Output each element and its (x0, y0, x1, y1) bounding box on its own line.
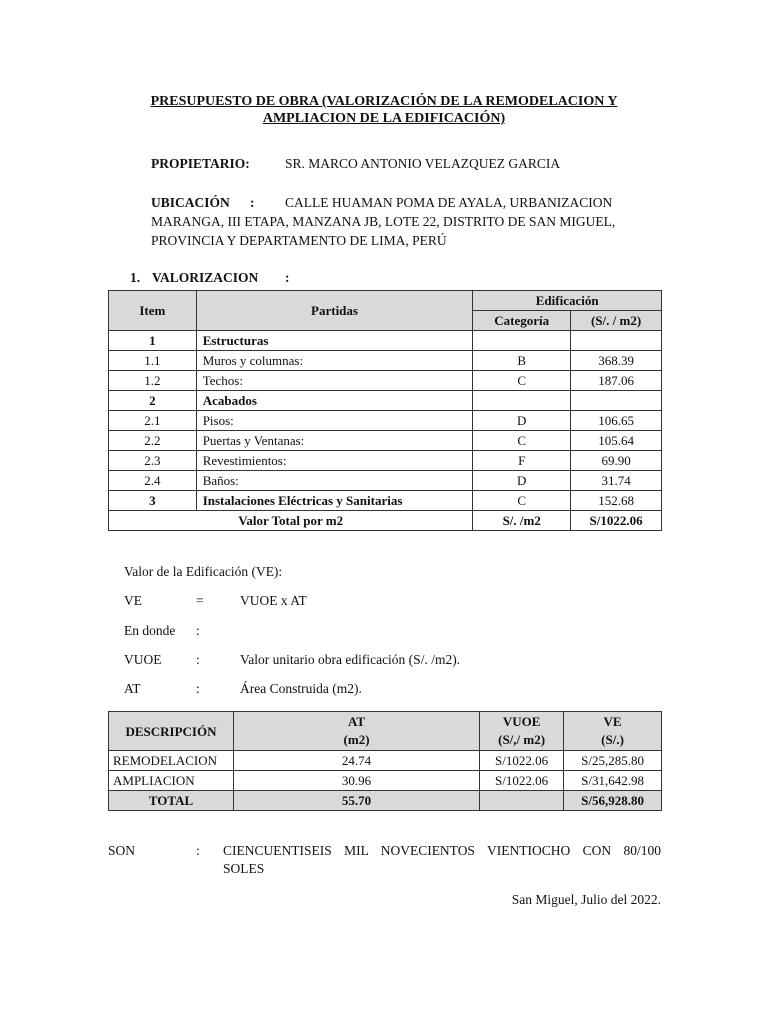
at-colon: : (196, 681, 200, 696)
header-categoria: Categoría (473, 311, 571, 331)
row-category: C (473, 431, 571, 451)
row-value (571, 391, 662, 411)
amount-in-words-line-2: SOLES (223, 861, 265, 876)
row-partida: Muros y columnas: (196, 351, 473, 371)
table-row (109, 431, 662, 451)
location-label: UBICACIÓN (151, 195, 230, 210)
owner-value: SR. MARCO ANTONIO VELAZQUEZ GARCIA (285, 156, 561, 171)
total-row (109, 511, 662, 531)
row-value: 31.74 (571, 471, 662, 491)
row-category: F (473, 451, 571, 471)
at-label: AT (124, 681, 141, 696)
row-item: 2.2 (109, 431, 197, 451)
total-row (109, 791, 662, 811)
row-value: 152.68 (571, 491, 662, 511)
header-item: Item (109, 291, 197, 331)
total-description: TOTAL (109, 791, 234, 811)
row-category (473, 391, 571, 411)
location-line-3: PROVINCIA Y DEPARTAMENTO DE LIMA, PERÚ (151, 233, 447, 248)
section-number: 1. (130, 270, 141, 285)
row-partida: Puertas y Ventanas: (196, 431, 473, 451)
row-item: 3 (109, 491, 197, 511)
title-line-2: AMPLIACION DE LA EDIFICACIÓN) (262, 111, 506, 126)
son-colon: : (196, 843, 200, 858)
header-edificacion: Edificación (473, 291, 662, 311)
row-partida: Acabados (196, 391, 473, 411)
vuoe-description: Valor unitario obra edificación (S/. /m2). (240, 652, 461, 667)
row-value: 105.64 (571, 431, 662, 451)
header-ve-label: VE (603, 714, 622, 729)
row-item: 1 (109, 331, 197, 351)
row-category: D (473, 471, 571, 491)
where-colon: : (196, 623, 200, 638)
total-ve: S/56,928.80 (564, 791, 662, 811)
row-item: 1.1 (109, 351, 197, 371)
section-colon: : (285, 270, 290, 285)
header-ve (564, 712, 662, 751)
equals-sign: = (196, 593, 204, 608)
header-at (233, 712, 479, 751)
row-description: REMODELACION (109, 751, 234, 771)
table-row (109, 771, 662, 791)
at-description: Área Construida (m2). (240, 681, 362, 696)
where-label: En donde (124, 623, 176, 638)
table-row (109, 471, 662, 491)
owner-label: PROPIETARIO: (151, 156, 250, 171)
row-category: C (473, 371, 571, 391)
table-row (109, 411, 662, 431)
title-line-1: PRESUPUESTO DE OBRA (VALORIZACIÓN DE LA REMODELACION Y (150, 94, 618, 109)
header-description: DESCRIPCIÓN (109, 712, 234, 751)
header-unit: (S/. / m2) (571, 311, 662, 331)
header-at-label: AT (347, 714, 366, 729)
row-category: D (473, 411, 571, 431)
ve-expression: VUOE x AT (240, 593, 307, 608)
row-value: 106.65 (571, 411, 662, 431)
section-label: VALORIZACION (152, 270, 259, 285)
document-title (110, 93, 658, 127)
row-item: 2.4 (109, 471, 197, 491)
row-category: C (473, 491, 571, 511)
table-row (109, 751, 662, 771)
row-partida: Pisos: (196, 411, 473, 431)
row-value: 187.06 (571, 371, 662, 391)
row-value: 69.90 (571, 451, 662, 471)
table-row (109, 371, 662, 391)
row-item: 2.3 (109, 451, 197, 471)
location-line-2: MARANGA, III ETAPA, MANZANA JB, LOTE 22, DISTRITO DE SAN MIGUEL, (151, 214, 616, 229)
formula-intro: Valor de la Edificación (VE): (124, 564, 283, 579)
row-value: 368.39 (571, 351, 662, 371)
header-partidas: Partidas (196, 291, 473, 331)
row-partida: Estructuras (196, 331, 473, 351)
son-label: SON (108, 843, 136, 858)
row-category (473, 331, 571, 351)
amount-in-words-line-1: CIENCUENTISEIS MIL NOVECIENTOS VIENTIOCHO CON 80/100 (223, 843, 661, 858)
table-row (109, 391, 662, 411)
row-value (571, 331, 662, 351)
ve-label: VE (124, 593, 142, 608)
header-vuoe (480, 712, 564, 751)
row-ve: S/31,642.98 (564, 771, 662, 791)
vuoe-colon: : (196, 652, 200, 667)
header-ve-unit: (S/.) (601, 732, 624, 747)
row-item: 2.1 (109, 411, 197, 431)
header-at-unit: (m2) (343, 732, 370, 747)
row-partida: Instalaciones Eléctricas y Sanitarias (196, 491, 473, 511)
location-line-1: CALLE HUAMAN POMA DE AYALA, URBANIZACION (285, 195, 613, 210)
row-at: 30.96 (233, 771, 479, 791)
table-row (109, 331, 662, 351)
total-vuoe (480, 791, 564, 811)
table-row (109, 351, 662, 371)
row-partida: Baños: (196, 471, 473, 491)
header-vuoe-unit: (S/,/ m2) (498, 732, 546, 747)
total-unit: S/. /m2 (473, 511, 571, 531)
table-row (109, 451, 662, 471)
row-vuoe: S/1022.06 (480, 751, 564, 771)
row-description: AMPLIACION (109, 771, 234, 791)
description-table (108, 711, 662, 811)
row-at: 24.74 (233, 751, 479, 771)
table-row (109, 491, 662, 511)
total-at: 55.70 (233, 791, 479, 811)
date-line: San Miguel, Julio del 2022. (511, 892, 661, 907)
row-ve: S/25,285.80 (564, 751, 662, 771)
valuation-table (108, 290, 662, 531)
row-category: B (473, 351, 571, 371)
location-colon: : (250, 195, 255, 210)
row-item: 2 (109, 391, 197, 411)
row-partida: Revestimientos: (196, 451, 473, 471)
row-partida: Techos: (196, 371, 473, 391)
header-vuoe-label: VUOE (502, 714, 541, 729)
row-vuoe: S/1022.06 (480, 771, 564, 791)
total-label: Valor Total por m2 (109, 511, 473, 531)
vuoe-label: VUOE (124, 652, 162, 667)
total-value: S/1022.06 (571, 511, 662, 531)
row-item: 1.2 (109, 371, 197, 391)
